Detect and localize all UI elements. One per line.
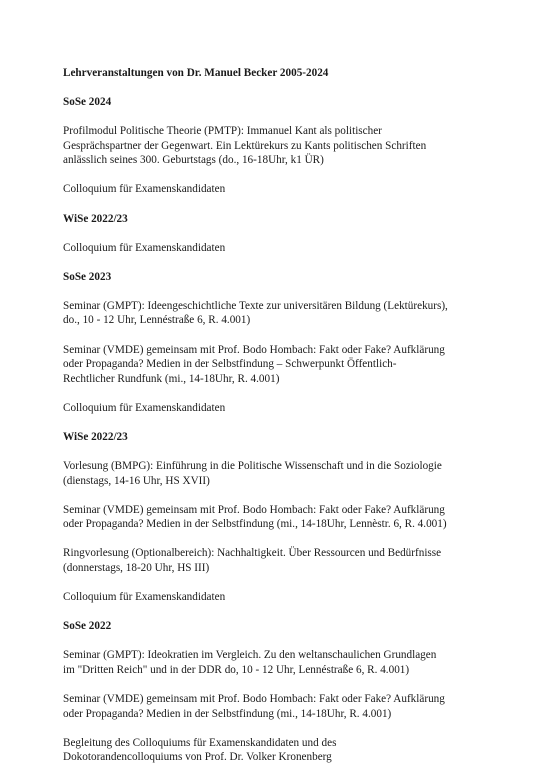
entry-line: Ringvorlesung (Optionalbereich): Nachhaltigkeit. Über Ressourcen und Bedürfnisse xyxy=(63,547,442,560)
course-entry xyxy=(63,546,503,575)
entry-line: Colloquium für Examenskandidaten xyxy=(63,401,226,414)
entry-line: Profilmodul Politische Theorie (PMTP): Immanuel Kant als politischer xyxy=(63,125,382,138)
document-title: Lehrveranstaltungen von Dr. Manuel Becker 2005-2024 xyxy=(63,67,329,79)
section-heading: SoSe 2022 xyxy=(63,620,112,633)
entry-line: im "Dritten Reich" und in der DDR do, 10 - 12 Uhr, Lennéstraße 6, R. 4.001) xyxy=(63,663,410,676)
entry-line: Begleitung des Colloquiums für Examenskandidaten und des xyxy=(63,736,337,749)
entry-line: anlässlich seines 300. Geburtstags (do., 16-18Uhr, k1 ÜR) xyxy=(63,154,324,167)
entry-line: Seminar (GMPT): Ideokratien im Vergleich. Zu den weltanschaulichen Grundlagen xyxy=(63,649,437,662)
section-heading: WiSe 2022/23 xyxy=(63,212,128,225)
course-entry xyxy=(63,299,503,328)
course-entry xyxy=(63,459,503,488)
entry-line: Seminar (VMDE) gemeinsam mit Prof. Bodo Hombach: Fakt oder Fake? Aufklärung xyxy=(63,503,445,516)
entry-line: oder Propaganda? Medien in der Selbstfindung – Schwerpunkt Öffentlich- xyxy=(63,358,397,371)
section-heading: SoSe 2023 xyxy=(63,270,112,283)
course-entry xyxy=(63,124,503,168)
entry-line: oder Propaganda? Medien in der Selbstfindung (mi., 14-18Uhr, R. 4.001) xyxy=(63,707,392,720)
course-entry xyxy=(63,241,503,256)
entry-line: Dokotorandencolloquiums von Prof. Dr. Volker Kronenberg xyxy=(63,751,332,764)
entry-line: Colloquium für Examenskandidaten xyxy=(63,591,226,604)
course-entry xyxy=(63,401,503,416)
entry-line: Seminar (VMDE) gemeinsam mit Prof. Bodo Hombach: Fakt oder Fake? Aufklärung xyxy=(63,692,445,705)
entry-line: oder Propaganda? Medien in der Selbstfindung (mi., 14-18Uhr, Lennèstr. 6, R. 4.001) xyxy=(63,518,447,531)
entry-line: Colloquium für Examenskandidaten xyxy=(63,241,226,254)
document-page xyxy=(63,66,503,765)
entry-line: Seminar (VMDE) gemeinsam mit Prof. Bodo Hombach: Fakt oder Fake? Aufklärung xyxy=(63,343,445,356)
course-entry xyxy=(63,692,503,721)
course-entry xyxy=(63,182,503,197)
entry-line: Rechtlicher Rundfunk (mi., 14-18Uhr, R. 4.001) xyxy=(63,372,280,385)
entry-line: (dienstags, 14-16 Uhr, HS XVII) xyxy=(63,474,210,487)
course-entry xyxy=(63,648,503,677)
entry-line: (donnerstags, 18-20 Uhr, HS III) xyxy=(63,561,210,574)
section-heading: WiSe 2022/23 xyxy=(63,430,128,443)
course-entry xyxy=(63,736,503,765)
entry-line: Colloquium für Examenskandidaten xyxy=(63,183,226,196)
entry-line: do., 10 - 12 Uhr, Lennéstraße 6, R. 4.001) xyxy=(63,314,251,327)
course-entry xyxy=(63,590,503,605)
course-entry xyxy=(63,503,503,532)
course-entry xyxy=(63,343,503,387)
entry-line: Seminar (GMPT): Ideengeschichtliche Texte zur universitären Bildung (Lektürekurs), xyxy=(63,299,448,312)
section-heading: SoSe 2024 xyxy=(63,96,112,109)
entry-line: Gesprächspartner der Gegenwart. Ein Lektürekurs zu Kants politischen Schriften xyxy=(63,139,427,152)
entry-line: Vorlesung (BMPG): Einführung in die Politische Wissenschaft und in die Soziologie xyxy=(63,460,442,472)
